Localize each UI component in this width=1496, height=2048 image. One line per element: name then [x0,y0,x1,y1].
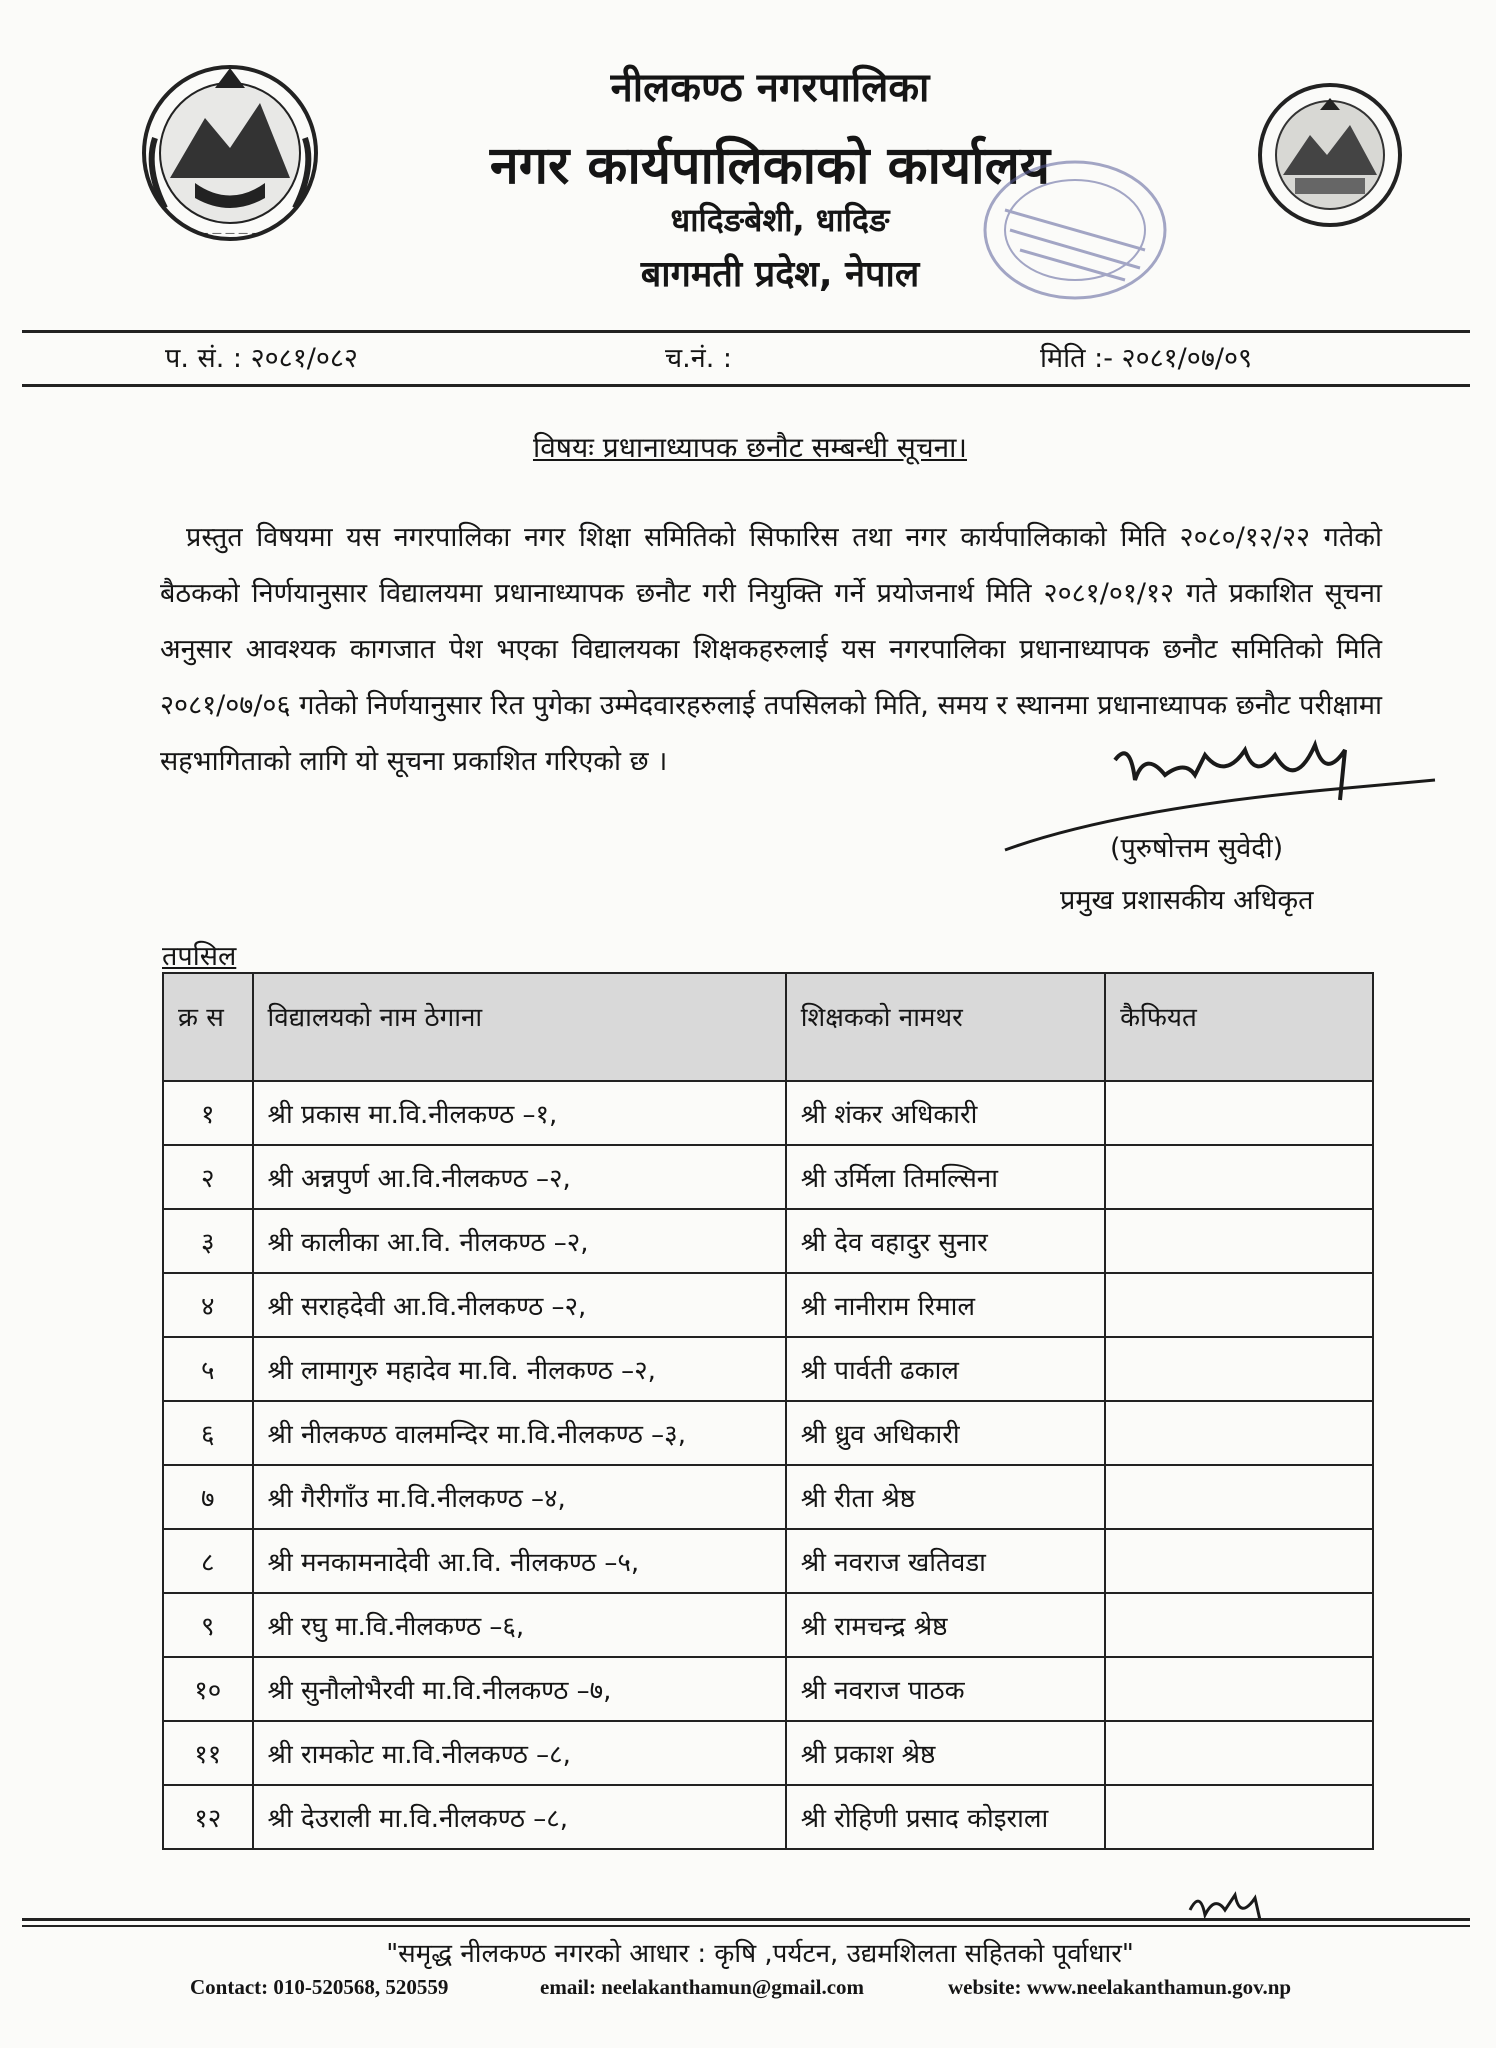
office-name: नगर कार्यपालिकाको कार्यालय [489,136,1051,196]
serial-cell: ६ [163,1401,253,1465]
school-cell: श्री रामकोट मा.वि.नीलकण्ठ –८, [253,1721,786,1785]
nepal-emblem-icon [135,58,325,248]
table-row [163,1209,1373,1273]
table-caption: तपसिल [162,941,237,972]
serial-cell: ८ [163,1529,253,1593]
dispatch-number: च.नं. : [665,343,732,374]
teacher-cell: श्री पार्वती ढकाल [786,1337,1105,1401]
table-row [163,1593,1373,1657]
teacher-cell: श्री नवराज पाठक [786,1657,1105,1721]
reference-number: प. सं. : २०८१/०८२ [165,343,358,374]
remarks-cell [1105,1785,1373,1849]
remarks-cell [1105,1721,1373,1785]
school-cell: श्री मनकामनादेवी आ.वि. नीलकण्ठ –५, [253,1529,786,1593]
remarks-cell [1105,1209,1373,1273]
table-header-row [163,973,1373,1081]
school-cell: श्री नीलकण्ठ वालमन्दिर मा.वि.नीलकण्ठ –३, [253,1401,786,1465]
remarks-cell [1105,1529,1373,1593]
table-row [163,1785,1373,1849]
remarks-cell [1105,1593,1373,1657]
remarks-cell [1105,1273,1373,1337]
teacher-cell: श्री नानीराम रिमाल [786,1273,1105,1337]
table-row [163,1721,1373,1785]
footer-initial-icon [1180,1880,1290,1930]
footer-email: email: neelakanthamun@gmail.com [540,1975,865,1999]
table-row [163,1145,1373,1209]
serial-cell: ५ [163,1337,253,1401]
serial-cell: १ [163,1081,253,1145]
teacher-cell: श्री प्रकाश श्रेष्ठ [786,1721,1105,1785]
svg-text:— — — — —: — — — — — [198,228,262,239]
teacher-cell: श्री शंकर अधिकारी [786,1081,1105,1145]
table-row [163,1273,1373,1337]
province-country: बागमती प्रदेश, नेपाल [640,254,920,295]
remarks-cell [1105,1081,1373,1145]
school-cell: श्री रघु मा.वि.नीलकण्ठ –६, [253,1593,786,1657]
teacher-cell: श्री रामचन्द्र श्रेष्ठ [786,1593,1105,1657]
remarks-cell [1105,1465,1373,1529]
serial-cell: ४ [163,1273,253,1337]
footer-website: website: www.neelakanthamun.gov.np [948,1975,1292,1999]
footer-slogan: "समृद्ध नीलकण्ठ नगरको आधार : कृषि ,पर्यटन, उद्यमशिलता सहितको पूर्वाधार" [386,1939,1134,1969]
column-header-serial: क्र स [163,973,253,1081]
column-header-school: विद्यालयको नाम ठेगाना [253,973,786,1081]
teacher-cell: श्री रोहिणी प्रसाद कोइराला [786,1785,1105,1849]
table-row [163,1465,1373,1529]
signatory-title: प्रमुख प्रशासकीय अधिकृत [1060,885,1314,916]
table-row [163,1529,1373,1593]
subject: विषयः प्रधानाध्यापक छनौट सम्बन्धी सूचना। [532,431,967,464]
serial-cell: ९ [163,1593,253,1657]
table-row [163,1401,1373,1465]
column-header-teacher: शिक्षकको नामथर [786,973,1105,1081]
municipality-name: नीलकण्ठ नगरपालिका [610,65,930,111]
school-cell: श्री लामागुरु महादेव मा.वि. नीलकण्ठ –२, [253,1337,786,1401]
serial-cell: २ [163,1145,253,1209]
serial-cell: ११ [163,1721,253,1785]
remarks-cell [1105,1337,1373,1401]
school-cell: श्री देउराली मा.वि.नीलकण्ठ –८, [253,1785,786,1849]
remarks-cell [1105,1657,1373,1721]
remarks-cell [1105,1145,1373,1209]
school-cell: श्री प्रकास मा.वि.नीलकण्ठ –१, [253,1081,786,1145]
teacher-cell: श्री ध्रुव अधिकारी [786,1401,1105,1465]
table-row [163,1081,1373,1145]
remarks-cell [1105,1401,1373,1465]
notice-body: प्रस्तुत विषयमा यस नगरपालिका नगर शिक्षा समितिको सिफारिस तथा नगर कार्यपालिकाको मिति २०८०/१२/२२ गतेको बैठकको निर्णयानुसार विद्यालयमा प्रधानाध्यापक छनौट गरी नियुक्ति गर्ने प्रयोजनार्थ मिति २०८१/०१/१२ गते प्रकाशित सूचना अनुसार आवश्यक कागजात पेश भएका विद्यालयका शिक्षकहरुलाई यस नगरपालिका प्रधानाध्यापक छनौट समितिको मिति २०८१/०७/०६ गतेको निर्णयानुसार रित पुगेका उम्मेदवारहरुलाई तपसिलको मिति, समय र स्थानमा प्रधानाध्यापक छनौट परीक्षामा सहभागिताको लागि यो सूचना प्रकाशित गरिएको छ । [160,522,1382,777]
municipality-logo-icon [1255,80,1405,230]
teacher-cell: श्री देव वहादुर सुनार [786,1209,1105,1273]
date: मिति :- २०८१/०७/०९ [1040,343,1253,374]
table-row [163,1337,1373,1401]
school-cell: श्री गैरीगाँउ मा.वि.नीलकण्ठ –४, [253,1465,786,1529]
office-stamp-icon [965,150,1180,320]
teacher-cell: श्री उर्मिला तिमल्सिना [786,1145,1105,1209]
reference-rule [22,384,1470,387]
teacher-cell: श्री नवराज खतिवडा [786,1529,1105,1593]
office-address: धादिङबेशी, धादिङ [670,201,890,239]
school-cell: श्री सराहदेवी आ.वि.नीलकण्ठ –२, [253,1273,786,1337]
signatory-name: (पुरुषोत्तम सुवेदी) [1110,833,1284,864]
footer-contact: Contact: 010-520568, 520559 [190,1975,449,1999]
serial-cell: १० [163,1657,253,1721]
school-cell: श्री सुनौलोभैरवी मा.वि.नीलकण्ठ –७, [253,1657,786,1721]
school-cell: श्री अन्नपुर्ण आ.वि.नीलकण्ठ –२, [253,1145,786,1209]
schedule-table [162,972,1374,1850]
school-cell: श्री कालीका आ.वि. नीलकण्ठ –२, [253,1209,786,1273]
teacher-cell: श्री रीता श्रेष्ठ [786,1465,1105,1529]
column-header-remarks: कैफियत [1105,973,1373,1081]
serial-cell: ७ [163,1465,253,1529]
serial-cell: १२ [163,1785,253,1849]
serial-cell: ३ [163,1209,253,1273]
header-rule [22,330,1470,333]
table-row [163,1657,1373,1721]
